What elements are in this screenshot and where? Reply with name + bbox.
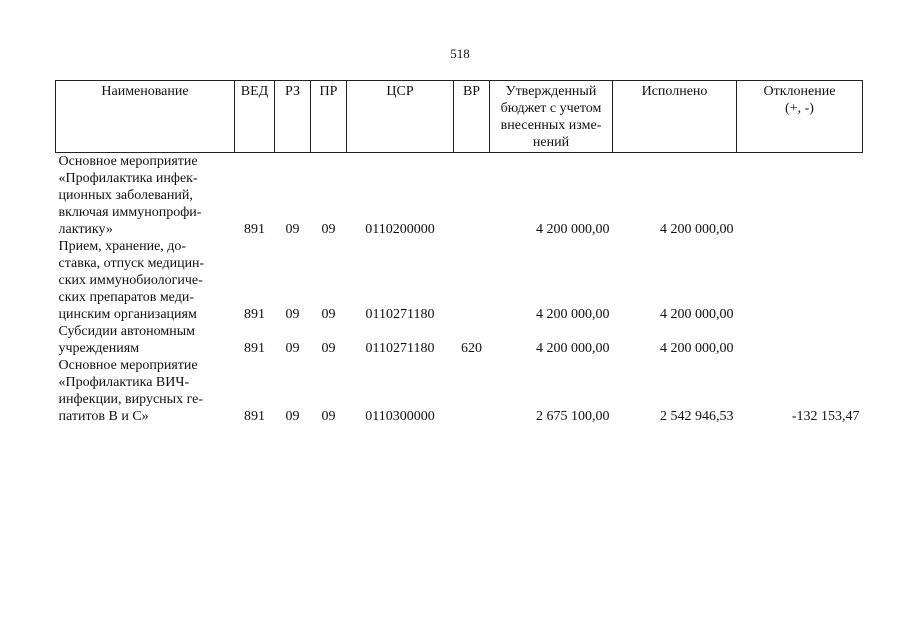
row-ved: 891 <box>244 307 265 322</box>
row-pr: 09 <box>321 222 336 237</box>
row-name: Субсидии автономным учреждениям <box>58 324 195 356</box>
page-number: 518 <box>450 46 470 61</box>
row-vr <box>454 357 490 425</box>
row-vr <box>454 153 490 239</box>
row-csr: 0110271180 <box>365 307 435 322</box>
row-pr: 09 <box>321 341 336 356</box>
row-deviation: -132 153,47 <box>791 409 860 424</box>
row-approved: 4 200 000,00 <box>536 341 610 356</box>
row-ved: 891 <box>244 222 265 237</box>
row-rz: 09 <box>285 222 300 237</box>
header-vr: ВР <box>454 81 490 153</box>
table-row <box>56 238 863 323</box>
budget-execution-table <box>55 80 863 425</box>
table-header-row <box>56 81 863 153</box>
row-approved: 4 200 000,00 <box>536 222 610 237</box>
row-pr: 09 <box>321 307 336 322</box>
row-deviation <box>737 238 863 323</box>
header-csr: ЦСР <box>347 81 454 153</box>
row-vr <box>454 238 490 323</box>
header-pr: ПР <box>311 81 347 153</box>
row-deviation <box>737 153 863 239</box>
row-csr: 0110271180 <box>365 341 435 356</box>
row-name: Основное мероприятие «Профилактика инфек- ционных заболеваний, включая иммунопрофи- лактику» <box>58 154 202 237</box>
row-executed: 2 542 946,53 <box>660 409 734 424</box>
row-approved: 2 675 100,00 <box>536 409 610 424</box>
row-rz: 09 <box>285 409 300 424</box>
row-name: Прием, хранение, до- ставка, отпуск медицин- ских иммунобиологиче- ских препаратов меди- цинским организациям <box>58 239 205 322</box>
row-pr: 09 <box>321 409 336 424</box>
row-executed: 4 200 000,00 <box>660 341 734 356</box>
table-row <box>56 153 863 239</box>
header-executed: Исполнено <box>613 81 737 153</box>
row-ved: 891 <box>244 409 265 424</box>
header-approved-budget: Утвержденный бюджет с учетом внесенных изме- нений <box>490 81 613 153</box>
header-deviation: Отклонение (+, -) <box>737 81 863 153</box>
row-csr: 0110200000 <box>365 222 435 237</box>
row-name: Основное мероприятие «Профилактика ВИЧ- инфекции, вирусных ге- патитов В и С» <box>58 358 204 424</box>
header-rz: РЗ <box>275 81 311 153</box>
row-deviation <box>737 323 863 357</box>
row-csr: 0110300000 <box>365 409 435 424</box>
table-row <box>56 357 863 425</box>
row-rz: 09 <box>285 307 300 322</box>
table-row <box>56 323 863 357</box>
row-executed: 4 200 000,00 <box>660 307 734 322</box>
row-rz: 09 <box>285 341 300 356</box>
row-ved: 891 <box>244 341 265 356</box>
row-executed: 4 200 000,00 <box>660 222 734 237</box>
row-vr: 620 <box>461 341 482 356</box>
row-approved: 4 200 000,00 <box>536 307 610 322</box>
header-name: Наименование <box>56 81 235 153</box>
header-ved: ВЕД <box>235 81 275 153</box>
